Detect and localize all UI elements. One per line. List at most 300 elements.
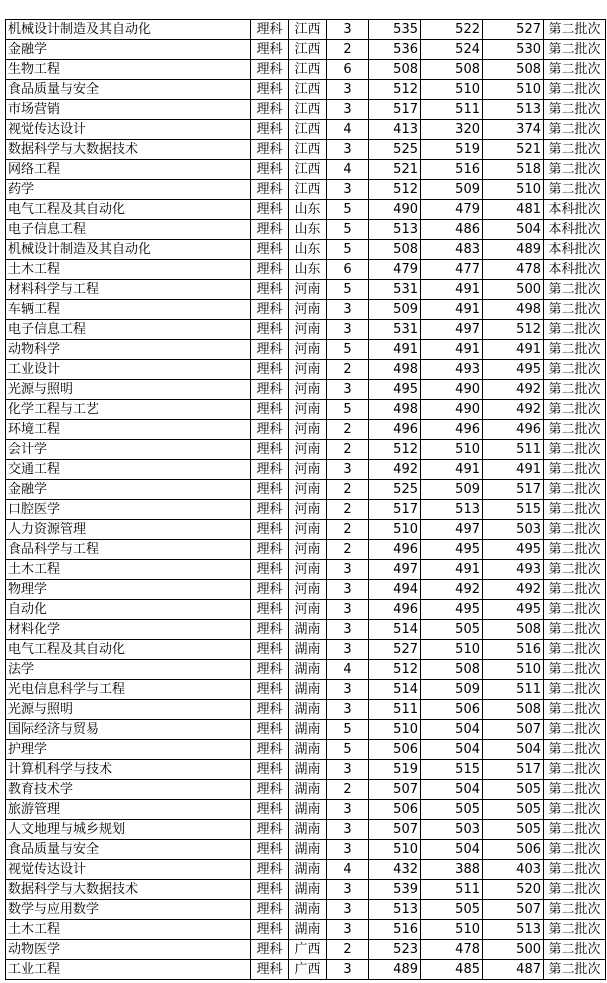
major-cell: 光源与照明 <box>6 700 251 720</box>
table-row <box>6 400 606 420</box>
major-cell: 环境工程 <box>6 420 251 440</box>
max-score-cell: 495 <box>369 380 421 400</box>
category-cell: 理科 <box>251 700 289 720</box>
major-cell: 光源与照明 <box>6 380 251 400</box>
batch-cell: 第二批次 <box>544 560 606 580</box>
avg-score-cell: 515 <box>483 500 544 520</box>
min-score-cell: 496 <box>421 420 483 440</box>
plan-count-cell: 3 <box>327 80 369 100</box>
max-score-cell: 519 <box>369 760 421 780</box>
max-score-cell: 517 <box>369 100 421 120</box>
max-score-cell: 535 <box>369 20 421 40</box>
table-row <box>6 620 606 640</box>
avg-score-cell: 492 <box>483 400 544 420</box>
province-cell: 山东 <box>289 260 327 280</box>
batch-cell: 第二批次 <box>544 520 606 540</box>
avg-score-cell: 495 <box>483 360 544 380</box>
min-score-cell: 479 <box>421 200 483 220</box>
avg-score-cell: 521 <box>483 140 544 160</box>
batch-cell: 第二批次 <box>544 280 606 300</box>
min-score-cell: 477 <box>421 260 483 280</box>
min-score-cell: 509 <box>421 680 483 700</box>
major-cell: 化学工程与工艺 <box>6 400 251 420</box>
min-score-cell: 522 <box>421 20 483 40</box>
province-cell: 河南 <box>289 560 327 580</box>
batch-cell: 第二批次 <box>544 960 606 980</box>
avg-score-cell: 508 <box>483 700 544 720</box>
major-cell: 药学 <box>6 180 251 200</box>
max-score-cell: 507 <box>369 820 421 840</box>
plan-count-cell: 3 <box>327 560 369 580</box>
province-cell: 湖南 <box>289 680 327 700</box>
batch-cell: 第二批次 <box>544 500 606 520</box>
major-cell: 交通工程 <box>6 460 251 480</box>
province-cell: 河南 <box>289 580 327 600</box>
min-score-cell: 491 <box>421 340 483 360</box>
plan-count-cell: 3 <box>327 800 369 820</box>
province-cell: 江西 <box>289 160 327 180</box>
max-score-cell: 525 <box>369 140 421 160</box>
plan-count-cell: 4 <box>327 160 369 180</box>
major-cell: 视觉传达设计 <box>6 120 251 140</box>
category-cell: 理科 <box>251 200 289 220</box>
max-score-cell: 498 <box>369 400 421 420</box>
batch-cell: 第二批次 <box>544 880 606 900</box>
min-score-cell: 486 <box>421 220 483 240</box>
province-cell: 江西 <box>289 100 327 120</box>
min-score-cell: 504 <box>421 840 483 860</box>
province-cell: 河南 <box>289 360 327 380</box>
major-cell: 数据科学与大数据技术 <box>6 140 251 160</box>
min-score-cell: 493 <box>421 360 483 380</box>
major-cell: 会计学 <box>6 440 251 460</box>
major-cell: 电气工程及其自动化 <box>6 200 251 220</box>
table-row <box>6 940 606 960</box>
max-score-cell: 496 <box>369 540 421 560</box>
province-cell: 湖南 <box>289 620 327 640</box>
table-row <box>6 20 606 40</box>
avg-score-cell: 508 <box>483 60 544 80</box>
plan-count-cell: 5 <box>327 280 369 300</box>
plan-count-cell: 3 <box>327 580 369 600</box>
batch-cell: 第二批次 <box>544 400 606 420</box>
avg-score-cell: 500 <box>483 940 544 960</box>
avg-score-cell: 527 <box>483 20 544 40</box>
avg-score-cell: 510 <box>483 180 544 200</box>
plan-count-cell: 6 <box>327 60 369 80</box>
major-cell: 食品质量与安全 <box>6 80 251 100</box>
table-row <box>6 500 606 520</box>
max-score-cell: 517 <box>369 500 421 520</box>
table-row <box>6 580 606 600</box>
avg-score-cell: 505 <box>483 820 544 840</box>
max-score-cell: 413 <box>369 120 421 140</box>
table-row <box>6 920 606 940</box>
major-cell: 土木工程 <box>6 260 251 280</box>
min-score-cell: 506 <box>421 700 483 720</box>
min-score-cell: 508 <box>421 660 483 680</box>
major-cell: 工业工程 <box>6 960 251 980</box>
avg-score-cell: 507 <box>483 720 544 740</box>
batch-cell: 第二批次 <box>544 600 606 620</box>
max-score-cell: 496 <box>369 420 421 440</box>
table-row <box>6 760 606 780</box>
category-cell: 理科 <box>251 900 289 920</box>
plan-count-cell: 4 <box>327 660 369 680</box>
batch-cell: 第二批次 <box>544 460 606 480</box>
min-score-cell: 505 <box>421 620 483 640</box>
category-cell: 理科 <box>251 320 289 340</box>
batch-cell: 第二批次 <box>544 740 606 760</box>
table-row <box>6 660 606 680</box>
province-cell: 湖南 <box>289 800 327 820</box>
max-score-cell: 516 <box>369 920 421 940</box>
avg-score-cell: 493 <box>483 560 544 580</box>
min-score-cell: 388 <box>421 860 483 880</box>
province-cell: 河南 <box>289 540 327 560</box>
avg-score-cell: 516 <box>483 640 544 660</box>
major-cell: 数学与应用数学 <box>6 900 251 920</box>
min-score-cell: 509 <box>421 180 483 200</box>
plan-count-cell: 3 <box>327 820 369 840</box>
province-cell: 湖南 <box>289 900 327 920</box>
max-score-cell: 513 <box>369 900 421 920</box>
batch-cell: 第二批次 <box>544 100 606 120</box>
major-cell: 土木工程 <box>6 920 251 940</box>
table-row <box>6 420 606 440</box>
plan-count-cell: 2 <box>327 520 369 540</box>
table-row <box>6 380 606 400</box>
province-cell: 广西 <box>289 960 327 980</box>
batch-cell: 第二批次 <box>544 780 606 800</box>
avg-score-cell: 510 <box>483 80 544 100</box>
max-score-cell: 512 <box>369 440 421 460</box>
avg-score-cell: 496 <box>483 420 544 440</box>
province-cell: 江西 <box>289 60 327 80</box>
batch-cell: 第二批次 <box>544 480 606 500</box>
province-cell: 湖南 <box>289 820 327 840</box>
avg-score-cell: 505 <box>483 780 544 800</box>
category-cell: 理科 <box>251 20 289 40</box>
category-cell: 理科 <box>251 140 289 160</box>
avg-score-cell: 510 <box>483 660 544 680</box>
plan-count-cell: 3 <box>327 300 369 320</box>
major-cell: 动物科学 <box>6 340 251 360</box>
category-cell: 理科 <box>251 800 289 820</box>
plan-count-cell: 2 <box>327 40 369 60</box>
table-row <box>6 600 606 620</box>
category-cell: 理科 <box>251 300 289 320</box>
category-cell: 理科 <box>251 260 289 280</box>
category-cell: 理科 <box>251 760 289 780</box>
min-score-cell: 509 <box>421 480 483 500</box>
table-row <box>6 800 606 820</box>
max-score-cell: 508 <box>369 60 421 80</box>
max-score-cell: 492 <box>369 460 421 480</box>
category-cell: 理科 <box>251 380 289 400</box>
category-cell: 理科 <box>251 100 289 120</box>
table-row <box>6 860 606 880</box>
max-score-cell: 510 <box>369 840 421 860</box>
avg-score-cell: 481 <box>483 200 544 220</box>
min-score-cell: 524 <box>421 40 483 60</box>
plan-count-cell: 2 <box>327 440 369 460</box>
table-row <box>6 780 606 800</box>
major-cell: 人文地理与城乡规划 <box>6 820 251 840</box>
plan-count-cell: 2 <box>327 480 369 500</box>
major-cell: 计算机科学与技术 <box>6 760 251 780</box>
major-cell: 口腔医学 <box>6 500 251 520</box>
plan-count-cell: 3 <box>327 380 369 400</box>
avg-score-cell: 492 <box>483 580 544 600</box>
table-row <box>6 640 606 660</box>
table-body <box>6 20 606 980</box>
plan-count-cell: 2 <box>327 360 369 380</box>
province-cell: 河南 <box>289 340 327 360</box>
province-cell: 湖南 <box>289 700 327 720</box>
batch-cell: 第二批次 <box>544 80 606 100</box>
min-score-cell: 504 <box>421 780 483 800</box>
category-cell: 理科 <box>251 120 289 140</box>
avg-score-cell: 507 <box>483 900 544 920</box>
max-score-cell: 525 <box>369 480 421 500</box>
batch-cell: 第二批次 <box>544 700 606 720</box>
batch-cell: 第二批次 <box>544 340 606 360</box>
plan-count-cell: 3 <box>327 700 369 720</box>
batch-cell: 第二批次 <box>544 160 606 180</box>
table-row <box>6 560 606 580</box>
plan-count-cell: 3 <box>327 180 369 200</box>
min-score-cell: 511 <box>421 100 483 120</box>
table-row <box>6 340 606 360</box>
province-cell: 山东 <box>289 240 327 260</box>
category-cell: 理科 <box>251 240 289 260</box>
plan-count-cell: 5 <box>327 340 369 360</box>
major-cell: 车辆工程 <box>6 300 251 320</box>
province-cell: 河南 <box>289 480 327 500</box>
avg-score-cell: 491 <box>483 340 544 360</box>
major-cell: 生物工程 <box>6 60 251 80</box>
province-cell: 湖南 <box>289 640 327 660</box>
province-cell: 湖南 <box>289 880 327 900</box>
province-cell: 江西 <box>289 40 327 60</box>
plan-count-cell: 3 <box>327 620 369 640</box>
plan-count-cell: 5 <box>327 200 369 220</box>
plan-count-cell: 5 <box>327 240 369 260</box>
category-cell: 理科 <box>251 720 289 740</box>
category-cell: 理科 <box>251 580 289 600</box>
category-cell: 理科 <box>251 620 289 640</box>
min-score-cell: 510 <box>421 80 483 100</box>
province-cell: 河南 <box>289 300 327 320</box>
table-row <box>6 960 606 980</box>
category-cell: 理科 <box>251 940 289 960</box>
min-score-cell: 515 <box>421 760 483 780</box>
avg-score-cell: 518 <box>483 160 544 180</box>
category-cell: 理科 <box>251 500 289 520</box>
table-row <box>6 900 606 920</box>
batch-cell: 本科批次 <box>544 240 606 260</box>
plan-count-cell: 3 <box>327 960 369 980</box>
admission-score-table <box>5 19 606 980</box>
category-cell: 理科 <box>251 60 289 80</box>
category-cell: 理科 <box>251 680 289 700</box>
province-cell: 河南 <box>289 420 327 440</box>
province-cell: 江西 <box>289 180 327 200</box>
table-row <box>6 700 606 720</box>
avg-score-cell: 511 <box>483 440 544 460</box>
avg-score-cell: 508 <box>483 620 544 640</box>
category-cell: 理科 <box>251 740 289 760</box>
max-score-cell: 531 <box>369 280 421 300</box>
plan-count-cell: 5 <box>327 220 369 240</box>
category-cell: 理科 <box>251 420 289 440</box>
category-cell: 理科 <box>251 880 289 900</box>
category-cell: 理科 <box>251 40 289 60</box>
table-row <box>6 460 606 480</box>
min-score-cell: 505 <box>421 800 483 820</box>
avg-score-cell: 492 <box>483 380 544 400</box>
max-score-cell: 521 <box>369 160 421 180</box>
plan-count-cell: 2 <box>327 500 369 520</box>
batch-cell: 第二批次 <box>544 920 606 940</box>
province-cell: 湖南 <box>289 760 327 780</box>
avg-score-cell: 517 <box>483 480 544 500</box>
plan-count-cell: 2 <box>327 940 369 960</box>
avg-score-cell: 504 <box>483 220 544 240</box>
major-cell: 工业设计 <box>6 360 251 380</box>
plan-count-cell: 3 <box>327 760 369 780</box>
avg-score-cell: 487 <box>483 960 544 980</box>
table-row <box>6 260 606 280</box>
min-score-cell: 491 <box>421 280 483 300</box>
batch-cell: 第二批次 <box>544 140 606 160</box>
min-score-cell: 519 <box>421 140 483 160</box>
major-cell: 人力资源管理 <box>6 520 251 540</box>
major-cell: 国际经济与贸易 <box>6 720 251 740</box>
avg-score-cell: 374 <box>483 120 544 140</box>
major-cell: 市场营销 <box>6 100 251 120</box>
plan-count-cell: 3 <box>327 460 369 480</box>
major-cell: 教育技术学 <box>6 780 251 800</box>
major-cell: 电子信息工程 <box>6 320 251 340</box>
table-row <box>6 720 606 740</box>
avg-score-cell: 503 <box>483 520 544 540</box>
province-cell: 山东 <box>289 220 327 240</box>
min-score-cell: 511 <box>421 880 483 900</box>
min-score-cell: 504 <box>421 720 483 740</box>
major-cell: 护理学 <box>6 740 251 760</box>
avg-score-cell: 495 <box>483 540 544 560</box>
avg-score-cell: 517 <box>483 760 544 780</box>
max-score-cell: 479 <box>369 260 421 280</box>
plan-count-cell: 3 <box>327 100 369 120</box>
plan-count-cell: 3 <box>327 640 369 660</box>
min-score-cell: 490 <box>421 380 483 400</box>
plan-count-cell: 5 <box>327 720 369 740</box>
max-score-cell: 496 <box>369 600 421 620</box>
major-cell: 机械设计制造及其自动化 <box>6 20 251 40</box>
province-cell: 湖南 <box>289 840 327 860</box>
province-cell: 河南 <box>289 320 327 340</box>
table-row <box>6 320 606 340</box>
category-cell: 理科 <box>251 860 289 880</box>
province-cell: 江西 <box>289 20 327 40</box>
category-cell: 理科 <box>251 340 289 360</box>
max-score-cell: 498 <box>369 360 421 380</box>
avg-score-cell: 403 <box>483 860 544 880</box>
table-row <box>6 100 606 120</box>
batch-cell: 第二批次 <box>544 20 606 40</box>
table-row <box>6 520 606 540</box>
table-row <box>6 200 606 220</box>
table-row <box>6 280 606 300</box>
avg-score-cell: 520 <box>483 880 544 900</box>
max-score-cell: 506 <box>369 740 421 760</box>
category-cell: 理科 <box>251 220 289 240</box>
batch-cell: 第二批次 <box>544 840 606 860</box>
batch-cell: 第二批次 <box>544 540 606 560</box>
plan-count-cell: 3 <box>327 900 369 920</box>
max-score-cell: 510 <box>369 520 421 540</box>
major-cell: 视觉传达设计 <box>6 860 251 880</box>
table-row <box>6 220 606 240</box>
plan-count-cell: 3 <box>327 880 369 900</box>
category-cell: 理科 <box>251 280 289 300</box>
table-row <box>6 40 606 60</box>
category-cell: 理科 <box>251 400 289 420</box>
major-cell: 自动化 <box>6 600 251 620</box>
batch-cell: 第二批次 <box>544 680 606 700</box>
plan-count-cell: 2 <box>327 540 369 560</box>
table-row <box>6 140 606 160</box>
category-cell: 理科 <box>251 460 289 480</box>
province-cell: 山东 <box>289 200 327 220</box>
province-cell: 湖南 <box>289 720 327 740</box>
province-cell: 河南 <box>289 460 327 480</box>
batch-cell: 第二批次 <box>544 60 606 80</box>
category-cell: 理科 <box>251 160 289 180</box>
batch-cell: 第二批次 <box>544 120 606 140</box>
max-score-cell: 523 <box>369 940 421 960</box>
min-score-cell: 495 <box>421 540 483 560</box>
category-cell: 理科 <box>251 960 289 980</box>
major-cell: 旅游管理 <box>6 800 251 820</box>
min-score-cell: 510 <box>421 640 483 660</box>
max-score-cell: 513 <box>369 220 421 240</box>
plan-count-cell: 3 <box>327 680 369 700</box>
province-cell: 河南 <box>289 280 327 300</box>
major-cell: 光电信息科学与工程 <box>6 680 251 700</box>
max-score-cell: 491 <box>369 340 421 360</box>
batch-cell: 第二批次 <box>544 800 606 820</box>
batch-cell: 第二批次 <box>544 760 606 780</box>
category-cell: 理科 <box>251 480 289 500</box>
province-cell: 广西 <box>289 940 327 960</box>
category-cell: 理科 <box>251 80 289 100</box>
plan-count-cell: 3 <box>327 20 369 40</box>
max-score-cell: 536 <box>369 40 421 60</box>
province-cell: 湖南 <box>289 660 327 680</box>
major-cell: 金融学 <box>6 40 251 60</box>
max-score-cell: 512 <box>369 80 421 100</box>
avg-score-cell: 506 <box>483 840 544 860</box>
avg-score-cell: 478 <box>483 260 544 280</box>
batch-cell: 第二批次 <box>544 180 606 200</box>
batch-cell: 第二批次 <box>544 300 606 320</box>
table-row <box>6 840 606 860</box>
avg-score-cell: 495 <box>483 600 544 620</box>
